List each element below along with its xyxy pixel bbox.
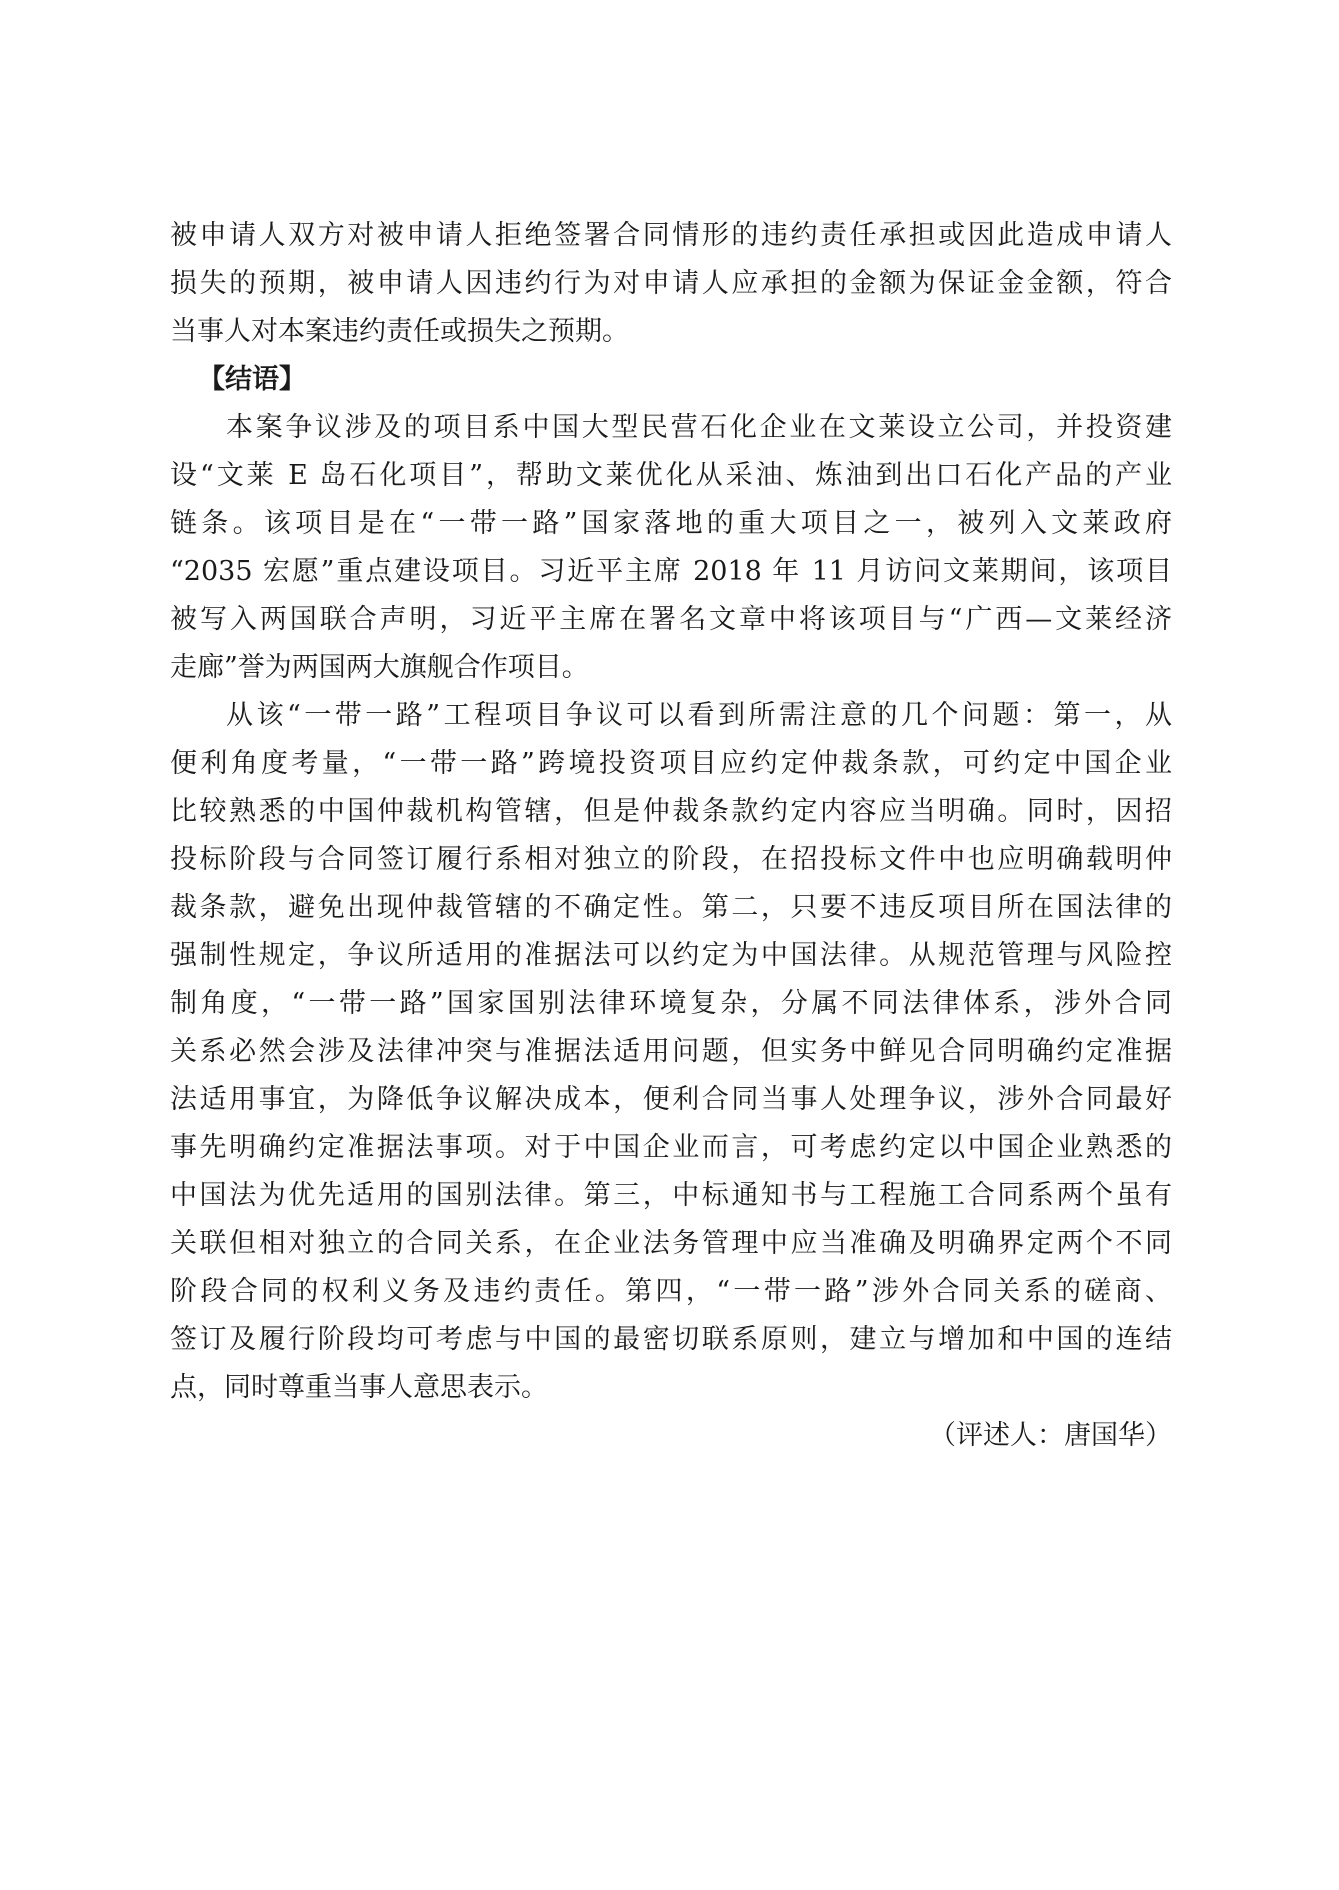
text-line: 被写入两国联合声明，习近平主席在署名文章中将该项目与“广西—文莱经济 [170,604,1172,635]
text-line: 裁条款，避免出现仲裁管辖的不确定性。第二，只要不违反项目所在国法律的 [170,892,1172,923]
text-line: 损失的预期，被申请人因违约行为对申请人应承担的金额为保证金金额，符合 [170,268,1172,299]
text-line: 本案争议涉及的项目系中国大型民营石化企业在文莱设立公司，并投资建 [226,412,1172,443]
paragraph-continuation [170,212,1172,356]
text-line: 强制性规定，争议所适用的准据法可以约定为中国法律。从规范管理与风险控 [170,940,1172,971]
text-line: 关联但相对独立的合同关系，在企业法务管理中应当准确及明确界定两个不同 [170,1228,1172,1259]
text-line: 中国法为优先适用的国别法律。第三，中标通知书与工程施工合同系两个虽有 [170,1180,1172,1211]
text-line: 点，同时尊重当事人意思表示。 [170,1372,548,1403]
text-line: 事先明确约定准据法事项。对于中国企业而言，可考虑约定以中国企业熟悉的 [170,1132,1172,1163]
paragraph-conclusion-2 [170,692,1172,1412]
text-line: 当事人对本案违约责任或损失之预期。 [170,316,629,347]
text-line: 制角度，“一带一路”国家国别法律环境复杂，分属不同法律体系，涉外合同 [170,988,1172,1019]
paragraph-conclusion-1 [170,404,1172,692]
text-line: 设“文莱 E 岛石化项目”，帮助文莱优化从采油、炼油到出口石化产品的产业 [170,460,1172,491]
text-line: 投标阶段与合同签订履行系相对独立的阶段，在招投标文件中也应明确载明仲 [170,844,1172,875]
text-line: 走廊”誉为两国两大旗舰合作项目。 [170,652,589,683]
section-heading: 【结语】 [198,364,306,395]
text-line: 便利角度考量，“一带一路”跨境投资项目应约定仲裁条款，可约定中国企业 [170,748,1172,779]
text-line: 签订及履行阶段均可考虑与中国的最密切联系原则，建立与增加和中国的连结 [170,1324,1172,1355]
document-page [170,212,1172,1460]
text-line: 关系必然会涉及法律冲突与准据法适用问题，但实务中鲜见合同明确约定准据 [170,1036,1172,1067]
text-line: 比较熟悉的中国仲裁机构管辖，但是仲裁条款约定内容应当明确。同时，因招 [170,796,1172,827]
text-line: 被申请人双方对被申请人拒绝签署合同情形的违约责任承担或因此造成申请人 [170,220,1172,251]
text-line: 法适用事宜，为降低争议解决成本，便利合同当事人处理争议，涉外合同最好 [170,1084,1172,1115]
text-line: 阶段合同的权利义务及违约责任。第四，“一带一路”涉外合同关系的磋商、 [170,1276,1172,1307]
text-line: “2035 宏愿”重点建设项目。习近平主席 2018 年 11 月访问文莱期间，该项目 [170,556,1172,587]
text-line: 链条。该项目是在“一带一路”国家落地的重大项目之一，被列入文莱政府 [170,508,1172,539]
reviewer-signature: （评述人：唐国华） [929,1420,1172,1451]
text-line: 从该“一带一路”工程项目争议可以看到所需注意的几个问题：第一，从 [226,700,1172,731]
